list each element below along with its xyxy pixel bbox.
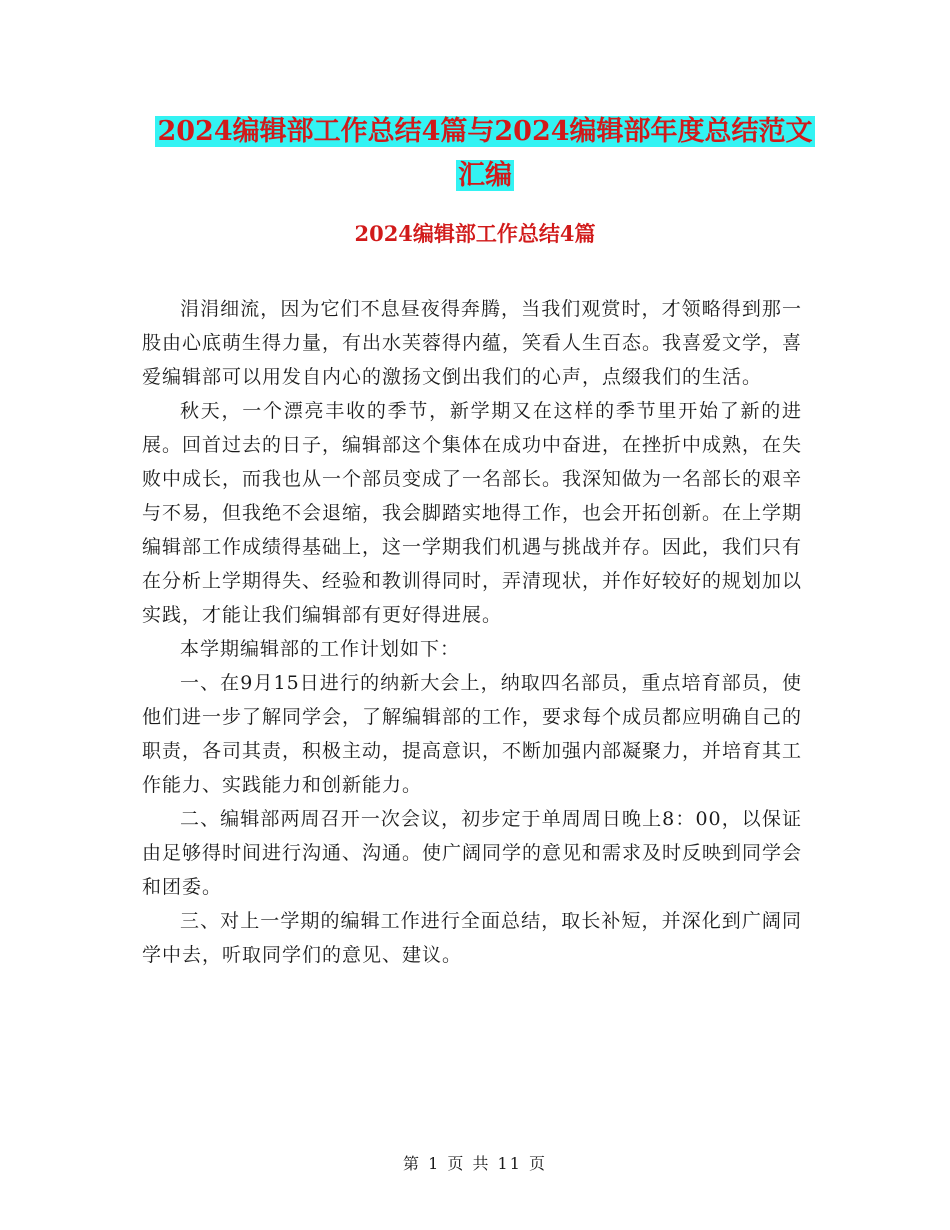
paragraph: 三、对上一学期的编辑工作进行全面总结，取长补短，并深化到广阔同学中去，听取同学们的意见、建议。 — [142, 910, 802, 966]
section-title: 2024编辑部工作总结4篇 — [354, 221, 596, 246]
document-title-line-2: 汇编 — [458, 160, 512, 191]
paragraph: 秋天，一个漂亮丰收的季节，新学期又在这样的季节里开始了新的进展。回首过去的日子，编辑部这个集体在成功中奋进，在挫折中成熟，在失败中成长，而我也从一个部员变成了一名部长。我深知做为一名部长的艰辛与不易，但我绝不会退缩，我会脚踏实地得工作，也会开拓创新。在上学期编辑部工作成绩得基础上，这一学期我们机遇与挑战并存。因此，我们只有在分析上学期得失、经验和教训得同时，弄清现状，并作好较好的规划加以实践，才能让我们编辑部有更好得进展。 — [142, 400, 803, 626]
paragraph: 本学期编辑部的工作计划如下： — [180, 638, 461, 660]
paragraph: 二、编辑部两周召开一次会议，初步定于单周周日晚上8：00，以保证由足够得时间进行沟通、沟通。使广阔同学的意见和需求及时反映到同学会和团委。 — [142, 808, 803, 898]
document-body — [142, 292, 802, 972]
document-title-line-1: 2024编辑部工作总结4篇与2024编辑部年度总结范文 — [157, 116, 813, 147]
paragraph: 涓涓细流，因为它们不息昼夜得奔腾，当我们观赏时，才领略得到那一股由心底萌生得力量，有出水芙蓉得内蕴，笑看人生百态。我喜爱文学，喜爱编辑部可以用发自内心的激扬文倒出我们的心声，点缀我们的生活。 — [142, 298, 803, 388]
document-title — [140, 110, 830, 198]
page-footer: 第 1 页 共 11 页 — [403, 1154, 547, 1173]
paragraph: 一、在9月15日进行的纳新大会上，纳取四名部员，重点培育部员，使他们进一步了解同学会，了解编辑部的工作，要求每个成员都应明确自己的职责，各司其责，积极主动，提高意识，不断加强内部凝聚力，并培育其工作能力、实践能力和创新能力。 — [142, 672, 803, 796]
